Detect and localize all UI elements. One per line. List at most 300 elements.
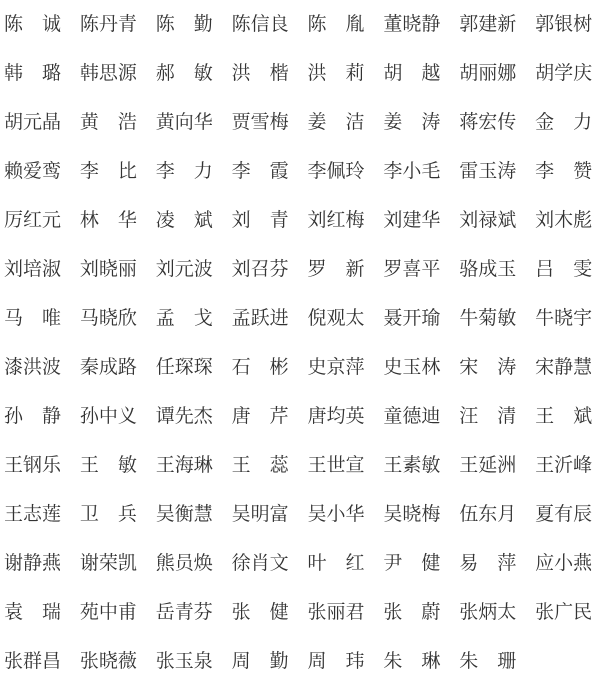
name-character: 芬 — [269, 258, 289, 280]
person-name — [4, 309, 61, 328]
name-character: 谭 — [155, 405, 175, 427]
name-character: 刘 — [155, 258, 175, 280]
person-name — [535, 554, 592, 573]
name-cell — [383, 652, 440, 672]
person-name — [156, 652, 213, 671]
person-name — [4, 652, 61, 671]
name-character: 洪 — [307, 62, 327, 84]
person-name — [4, 358, 61, 377]
name-character: 李 — [307, 160, 327, 182]
name-character: 谢 — [79, 552, 99, 574]
name-character: 王 — [4, 503, 24, 525]
name-character: 史 — [383, 356, 403, 378]
name-character: 萍 — [345, 356, 365, 378]
name-character: 敏 — [117, 454, 137, 476]
name-character: 孙 — [4, 405, 24, 427]
name-cell — [383, 162, 440, 182]
name-character: 玉 — [174, 650, 194, 672]
name-cell — [459, 407, 516, 427]
person-name — [459, 260, 516, 279]
name-character: 陈 — [79, 13, 99, 35]
person-name — [232, 505, 289, 524]
person-name — [459, 64, 516, 83]
name-character: 张 — [459, 601, 479, 623]
person-name — [459, 407, 516, 426]
person-name — [4, 260, 61, 279]
name-character: 王 — [383, 454, 403, 476]
name-character: 薇 — [117, 650, 137, 672]
name-cell — [383, 407, 440, 427]
name-cell — [232, 309, 289, 329]
name-character: 胡 — [459, 62, 479, 84]
name-character: 张 — [307, 601, 327, 623]
name-character: 晓 — [402, 503, 422, 525]
name-character: 慧 — [573, 356, 593, 378]
name-character: 菊 — [478, 307, 498, 329]
person-name — [156, 64, 213, 83]
name-character: 观 — [326, 307, 346, 329]
name-character: 厉 — [4, 209, 24, 231]
name-cell — [308, 113, 365, 133]
name-cell — [535, 358, 592, 378]
name-character: 玮 — [345, 650, 365, 672]
person-name — [80, 64, 137, 83]
person-name — [232, 113, 289, 132]
name-character: 韩 — [79, 62, 99, 84]
name-cell — [383, 211, 440, 231]
person-name — [80, 505, 137, 524]
name-character: 王 — [79, 454, 99, 476]
name-character: 德 — [402, 405, 422, 427]
name-cell — [80, 64, 137, 84]
name-character: 晓 — [98, 650, 118, 672]
name-character: 华 — [117, 209, 137, 231]
name-cell — [232, 603, 289, 623]
name-character: 郭 — [459, 13, 479, 35]
name-character: 洪 — [231, 62, 251, 84]
name-character: 聂 — [383, 307, 403, 329]
person-name — [535, 603, 592, 622]
name-cell — [459, 309, 516, 329]
name-cell — [232, 358, 289, 378]
person-name — [383, 505, 440, 524]
name-character: 丽 — [478, 62, 498, 84]
name-character: 王 — [459, 454, 479, 476]
name-character: 琛 — [193, 356, 213, 378]
person-name — [308, 15, 365, 34]
name-character: 梅 — [269, 111, 289, 133]
name-cell — [156, 652, 213, 672]
name-character: 开 — [402, 307, 422, 329]
name-character: 卫 — [79, 503, 99, 525]
person-name — [308, 64, 365, 83]
name-character: 衡 — [174, 503, 194, 525]
name-character: 员 — [174, 552, 194, 574]
name-character: 谢 — [4, 552, 24, 574]
person-name — [383, 260, 440, 279]
person-name — [383, 358, 440, 377]
name-character: 素 — [402, 454, 422, 476]
name-character: 罗 — [307, 258, 327, 280]
name-cell — [308, 64, 365, 84]
name-cell — [383, 554, 440, 574]
name-character: 波 — [193, 258, 213, 280]
name-cell — [535, 603, 592, 623]
name-cell — [383, 603, 440, 623]
person-name — [308, 652, 365, 671]
name-character: 志 — [23, 503, 43, 525]
person-name — [535, 211, 592, 230]
name-character: 蔚 — [421, 601, 441, 623]
name-character: 瑞 — [41, 601, 61, 623]
name-cell — [308, 15, 365, 35]
name-cell — [459, 505, 516, 525]
name-character: 比 — [117, 160, 137, 182]
name-cell — [459, 162, 516, 182]
person-name — [232, 309, 289, 328]
name-cell — [459, 456, 516, 476]
name-cell — [4, 407, 61, 427]
name-character: 吴 — [383, 503, 403, 525]
person-name — [459, 358, 516, 377]
name-character: 莲 — [42, 503, 62, 525]
person-name — [80, 652, 137, 671]
name-character: 郭 — [535, 13, 555, 35]
name-character: 涛 — [421, 111, 441, 133]
name-character: 斌 — [497, 209, 517, 231]
name-character: 姜 — [383, 111, 403, 133]
name-character: 丽 — [117, 258, 137, 280]
name-cell — [156, 211, 213, 231]
name-cell — [4, 456, 61, 476]
name-character: 波 — [42, 356, 62, 378]
name-character: 刘 — [4, 258, 24, 280]
name-character: 浩 — [117, 111, 137, 133]
name-character: 迪 — [421, 405, 441, 427]
name-cell — [156, 603, 213, 623]
name-character: 涛 — [497, 160, 517, 182]
name-character: 袁 — [4, 601, 24, 623]
person-name — [156, 554, 213, 573]
name-character: 张 — [383, 601, 403, 623]
name-cell — [232, 162, 289, 182]
name-cell — [308, 211, 365, 231]
name-character: 思 — [98, 62, 118, 84]
name-character: 均 — [326, 405, 346, 427]
name-character: 太 — [345, 307, 365, 329]
name-character: 源 — [117, 62, 137, 84]
name-character: 叶 — [307, 552, 327, 574]
person-name — [383, 64, 440, 83]
name-character: 宇 — [573, 307, 593, 329]
name-character: 玉 — [478, 160, 498, 182]
name-character: 胡 — [535, 62, 555, 84]
name-character: 勤 — [269, 650, 289, 672]
name-character: 陈 — [155, 13, 175, 35]
name-character: 斌 — [573, 405, 593, 427]
name-character: 尹 — [383, 552, 403, 574]
person-name — [308, 260, 365, 279]
name-cell — [4, 162, 61, 182]
name-cell — [80, 113, 137, 133]
name-character: 海 — [174, 454, 194, 476]
person-name — [80, 162, 137, 181]
person-name — [80, 113, 137, 132]
name-character: 禄 — [478, 209, 498, 231]
name-character: 李 — [535, 160, 555, 182]
name-character: 清 — [497, 405, 517, 427]
name-character: 王 — [231, 454, 251, 476]
name-character: 刘 — [231, 258, 251, 280]
person-name — [156, 162, 213, 181]
name-character: 马 — [79, 307, 99, 329]
name-character: 宋 — [459, 356, 479, 378]
name-cell — [4, 554, 61, 574]
name-cell — [535, 113, 592, 133]
person-name — [80, 211, 137, 230]
name-cell — [308, 309, 365, 329]
person-name — [535, 15, 592, 34]
name-character: 张 — [155, 650, 175, 672]
name-character: 吕 — [535, 258, 555, 280]
name-character: 宏 — [478, 111, 498, 133]
name-character: 明 — [250, 503, 270, 525]
name-cell — [232, 113, 289, 133]
name-character: 罗 — [383, 258, 403, 280]
person-name — [535, 260, 592, 279]
name-cell — [232, 211, 289, 231]
name-character: 贾 — [231, 111, 251, 133]
person-name — [156, 260, 213, 279]
name-cell — [383, 456, 440, 476]
person-name — [383, 554, 440, 573]
name-character: 力 — [193, 160, 213, 182]
person-name — [383, 407, 440, 426]
name-character: 梅 — [421, 503, 441, 525]
name-cell — [156, 113, 213, 133]
name-character: 晓 — [554, 307, 574, 329]
person-name — [459, 309, 516, 328]
person-name — [4, 162, 61, 181]
name-character: 广 — [554, 601, 574, 623]
person-name — [535, 505, 592, 524]
person-name — [535, 309, 592, 328]
name-character: 李 — [383, 160, 403, 182]
person-name — [308, 309, 365, 328]
name-character: 英 — [345, 405, 365, 427]
name-cell — [80, 505, 137, 525]
name-character: 黄 — [79, 111, 99, 133]
name-cell — [4, 358, 61, 378]
name-character: 胡 — [383, 62, 403, 84]
name-character: 彬 — [269, 356, 289, 378]
name-cell — [156, 260, 213, 280]
name-character: 王 — [155, 454, 175, 476]
name-character: 史 — [307, 356, 327, 378]
name-character: 健 — [421, 552, 441, 574]
name-cell — [232, 652, 289, 672]
person-name — [156, 15, 213, 34]
person-name — [4, 505, 61, 524]
name-cell — [535, 456, 592, 476]
name-cell — [80, 211, 137, 231]
name-cell — [535, 407, 592, 427]
name-character: 杰 — [193, 405, 213, 427]
name-character: 越 — [421, 62, 441, 84]
person-name — [4, 113, 61, 132]
name-cell — [232, 15, 289, 35]
name-cell — [232, 456, 289, 476]
name-character: 新 — [345, 258, 365, 280]
name-character: 唯 — [41, 307, 61, 329]
name-character: 璐 — [41, 62, 61, 84]
name-character: 王 — [307, 454, 327, 476]
person-name — [232, 407, 289, 426]
name-cell — [80, 456, 137, 476]
name-character: 鸾 — [42, 160, 62, 182]
name-character: 宋 — [535, 356, 555, 378]
name-cell — [232, 505, 289, 525]
name-character: 月 — [497, 503, 517, 525]
name-cell — [308, 652, 365, 672]
name-character: 牛 — [459, 307, 479, 329]
name-cell — [535, 505, 592, 525]
name-character: 韩 — [4, 62, 24, 84]
name-cell — [80, 407, 137, 427]
name-character: 萍 — [497, 552, 517, 574]
name-character: 金 — [535, 111, 555, 133]
person-name — [383, 652, 440, 671]
person-name — [459, 15, 516, 34]
name-character: 建 — [402, 209, 422, 231]
name-character: 晓 — [98, 258, 118, 280]
name-character: 苑 — [79, 601, 99, 623]
name-character: 淑 — [42, 258, 62, 280]
name-cell — [459, 64, 516, 84]
name-character: 秦 — [79, 356, 99, 378]
name-character: 任 — [155, 356, 175, 378]
name-character: 雪 — [250, 111, 270, 133]
name-cell — [4, 211, 61, 231]
name-cell — [232, 554, 289, 574]
name-cell — [156, 162, 213, 182]
name-cell — [4, 113, 61, 133]
name-cell — [383, 309, 440, 329]
name-cell — [308, 260, 365, 280]
person-name — [232, 554, 289, 573]
name-character: 玉 — [497, 258, 517, 280]
name-character: 成 — [478, 258, 498, 280]
name-character: 先 — [174, 405, 194, 427]
person-name — [232, 652, 289, 671]
name-cell — [80, 554, 137, 574]
name-character: 斌 — [193, 209, 213, 231]
name-character: 小 — [402, 160, 422, 182]
name-character: 平 — [421, 258, 441, 280]
name-character: 张 — [79, 650, 99, 672]
name-cell — [80, 603, 137, 623]
name-character: 芬 — [193, 601, 213, 623]
name-character: 中 — [98, 405, 118, 427]
person-name — [383, 162, 440, 181]
name-character: 红 — [326, 209, 346, 231]
person-name — [80, 456, 137, 475]
name-character: 静 — [554, 356, 574, 378]
person-name — [459, 211, 516, 230]
person-name — [308, 456, 365, 475]
name-character: 敏 — [421, 454, 441, 476]
person-name — [535, 358, 592, 377]
name-character: 欣 — [117, 307, 137, 329]
name-character: 乐 — [42, 454, 62, 476]
name-cell — [535, 211, 592, 231]
name-character: 董 — [383, 13, 403, 35]
name-cell — [80, 309, 137, 329]
name-character: 林 — [79, 209, 99, 231]
person-name — [232, 211, 289, 230]
person-name — [459, 652, 516, 671]
name-character: 木 — [554, 209, 574, 231]
name-cell — [80, 652, 137, 672]
name-character: 伍 — [459, 503, 479, 525]
name-cell — [232, 407, 289, 427]
name-character: 张 — [4, 650, 24, 672]
person-name — [383, 211, 440, 230]
name-character: 刘 — [459, 209, 479, 231]
name-character: 琳 — [193, 454, 213, 476]
name-character: 培 — [23, 258, 43, 280]
name-character: 慧 — [193, 503, 213, 525]
name-cell — [308, 505, 365, 525]
name-character: 青 — [117, 13, 137, 35]
person-name — [80, 15, 137, 34]
name-character: 太 — [497, 601, 517, 623]
name-cell — [535, 260, 592, 280]
name-character: 银 — [554, 13, 574, 35]
person-name — [80, 554, 137, 573]
name-character: 佩 — [326, 160, 346, 182]
person-name — [459, 113, 516, 132]
name-character: 静 — [23, 552, 43, 574]
name-character: 夏 — [535, 503, 555, 525]
person-name — [459, 505, 516, 524]
name-character: 健 — [269, 601, 289, 623]
name-character: 辰 — [573, 503, 593, 525]
name-character: 戈 — [193, 307, 213, 329]
person-name — [156, 603, 213, 622]
name-character: 青 — [269, 209, 289, 231]
person-name — [232, 358, 289, 377]
name-character: 东 — [478, 503, 498, 525]
name-cell — [156, 15, 213, 35]
name-character: 兵 — [117, 503, 137, 525]
person-name — [459, 456, 516, 475]
person-name — [459, 554, 516, 573]
name-cell — [232, 260, 289, 280]
name-cell — [535, 309, 592, 329]
name-cell — [4, 309, 61, 329]
name-character: 雷 — [459, 160, 479, 182]
name-character: 吴 — [231, 503, 251, 525]
person-name — [308, 211, 365, 230]
person-name — [232, 603, 289, 622]
name-character: 毛 — [421, 160, 441, 182]
name-character: 蒋 — [459, 111, 479, 133]
name-character: 蕊 — [269, 454, 289, 476]
name-character: 刘 — [79, 258, 99, 280]
name-character: 朱 — [459, 650, 479, 672]
name-character: 庆 — [573, 62, 593, 84]
